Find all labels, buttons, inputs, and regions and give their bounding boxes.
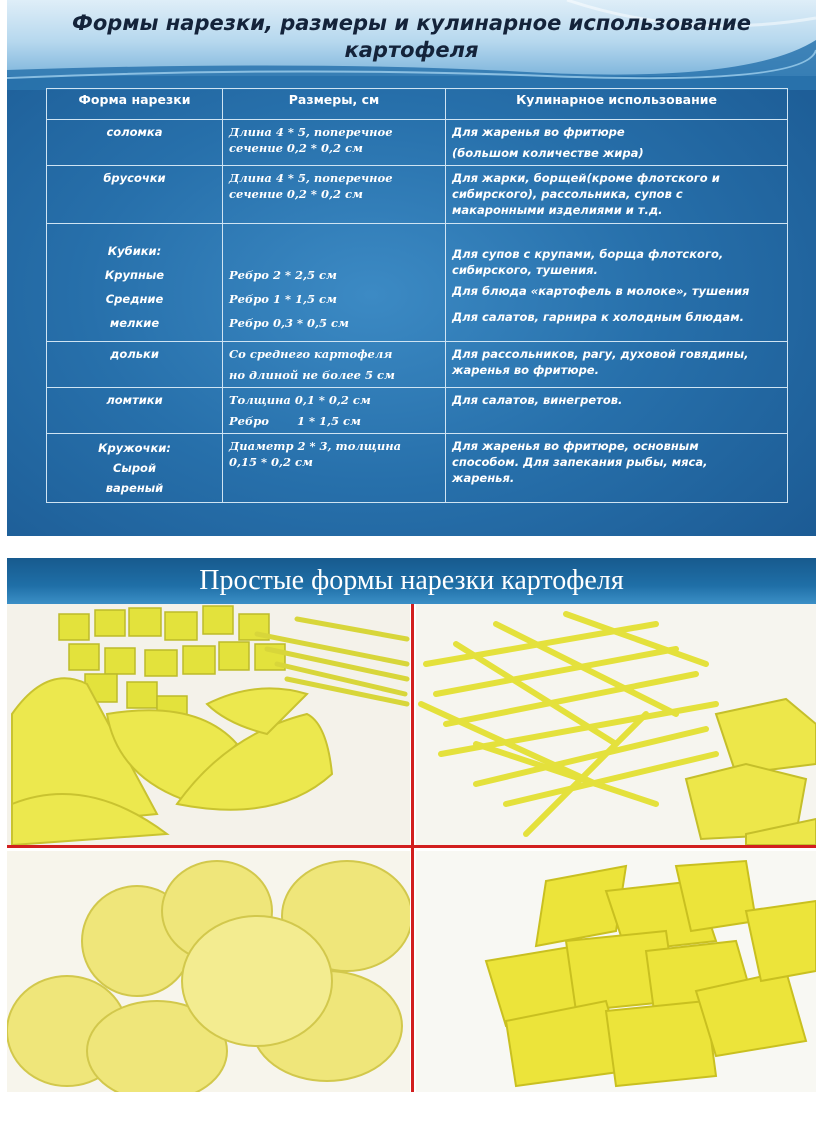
title-line-1: Формы нарезки, размеры и кулинарное использование <box>72 11 751 35</box>
slide-cut-shapes-table <box>7 0 816 536</box>
cell-usage <box>446 120 788 166</box>
cell-sizes <box>223 434 446 503</box>
header-form: Форма нарезки <box>47 89 223 120</box>
usage-text: Для жаренья во фритюре, основным <box>452 439 699 453</box>
form-text: дольки <box>110 347 159 361</box>
cell-form <box>47 166 223 224</box>
table-row <box>47 224 788 342</box>
usage-text: Для блюда «картофель в молоке», тушения <box>452 284 750 298</box>
header-sizes: Размеры, см <box>223 89 446 120</box>
usage-text: Для салатов, гарнира к холодным блюдам. <box>452 310 744 324</box>
table-row <box>47 342 788 388</box>
potato-slices-photo <box>416 851 816 1092</box>
size-text: Со среднего картофеля <box>229 347 393 361</box>
size-text: Длина 4 * 5, поперечное <box>229 125 393 139</box>
cell-usage <box>446 434 788 503</box>
cell-form <box>47 434 223 503</box>
usage-text: сибирского), рассольника, супов с <box>452 187 683 201</box>
slide-cut-shapes-photos <box>7 558 816 1098</box>
photo-divider-vertical <box>411 604 414 1092</box>
cell-usage <box>446 342 788 388</box>
form-text: Кружочки: <box>98 441 171 455</box>
usage-text: Для супов с крупами, борща флотского, <box>452 247 724 261</box>
form-text: Кубики: <box>107 244 162 258</box>
cell-usage <box>446 224 788 342</box>
usage-text: макаронными изделиями и т.д. <box>452 203 663 217</box>
usage-text: (большом количестве жира) <box>452 146 644 160</box>
cell-usage <box>446 388 788 434</box>
potato-wedges-and-cubes-photo <box>7 604 410 845</box>
cell-sizes <box>223 388 446 434</box>
slide2-title: Простые формы нарезки картофеля <box>199 565 624 596</box>
cell-form <box>47 120 223 166</box>
size-text: Ребро 2 * 2,5 см <box>229 268 337 282</box>
size-text: Толщина 0,1 * 0,2 см <box>229 393 371 407</box>
form-text: Сырой <box>112 461 157 475</box>
cell-sizes <box>223 120 446 166</box>
form-text: Средние <box>105 292 164 306</box>
title-line-2: картофеля <box>344 38 479 62</box>
size-text: Ребро 1 * 1,5 см <box>229 414 361 428</box>
header-usage: Кулинарное использование <box>446 89 788 120</box>
form-text: соломка <box>106 125 163 139</box>
size-text: Ребро 1 * 1,5 см <box>229 292 337 306</box>
form-text: Крупные <box>104 268 165 282</box>
table-row <box>47 120 788 166</box>
potato-rounds-photo <box>7 851 410 1092</box>
size-text: 0,15 * 0,2 см <box>229 455 313 469</box>
form-text: мелкие <box>109 316 160 330</box>
usage-text: Для жаренья во фритюре <box>452 125 625 139</box>
cell-form <box>47 388 223 434</box>
usage-text: способом. Для запекания рыбы, мяса, <box>452 455 708 469</box>
size-text: Длина 4 * 5, поперечное <box>229 171 393 185</box>
cell-sizes <box>223 224 446 342</box>
potato-straws-and-chunks-photo <box>416 604 816 845</box>
size-text: Ребро 0,3 * 0,5 см <box>229 316 349 330</box>
cell-sizes <box>223 166 446 224</box>
table-row <box>47 388 788 434</box>
cell-form <box>47 224 223 342</box>
table-header-row <box>47 89 788 120</box>
cell-sizes <box>223 342 446 388</box>
usage-text: Для жарки, борщей(кроме флотского и <box>452 171 720 185</box>
usage-text: Для салатов, винегретов. <box>452 393 623 407</box>
cell-form <box>47 342 223 388</box>
usage-text: жаренья. <box>452 471 515 485</box>
form-text: брусочки <box>103 171 166 185</box>
form-text: ломтики <box>106 393 163 407</box>
slide1-title <box>7 10 816 64</box>
size-text: сечение 0,2 * 0,2 см <box>229 187 363 201</box>
size-text: Диаметр 2 * 3, толщина <box>229 439 402 453</box>
form-text: вареный <box>105 481 164 495</box>
table-row <box>47 166 788 224</box>
size-text: сечение 0,2 * 0,2 см <box>229 141 363 155</box>
usage-text: сибирского, тушения. <box>452 263 598 277</box>
cut-shapes-table <box>46 88 788 503</box>
table-row <box>47 434 788 503</box>
cell-usage <box>446 166 788 224</box>
usage-text: жаренья во фритюре. <box>452 363 599 377</box>
size-text: но длиной не более 5 см <box>229 368 395 382</box>
usage-text: Для рассольников, рагу, духовой говядины, <box>452 347 749 361</box>
